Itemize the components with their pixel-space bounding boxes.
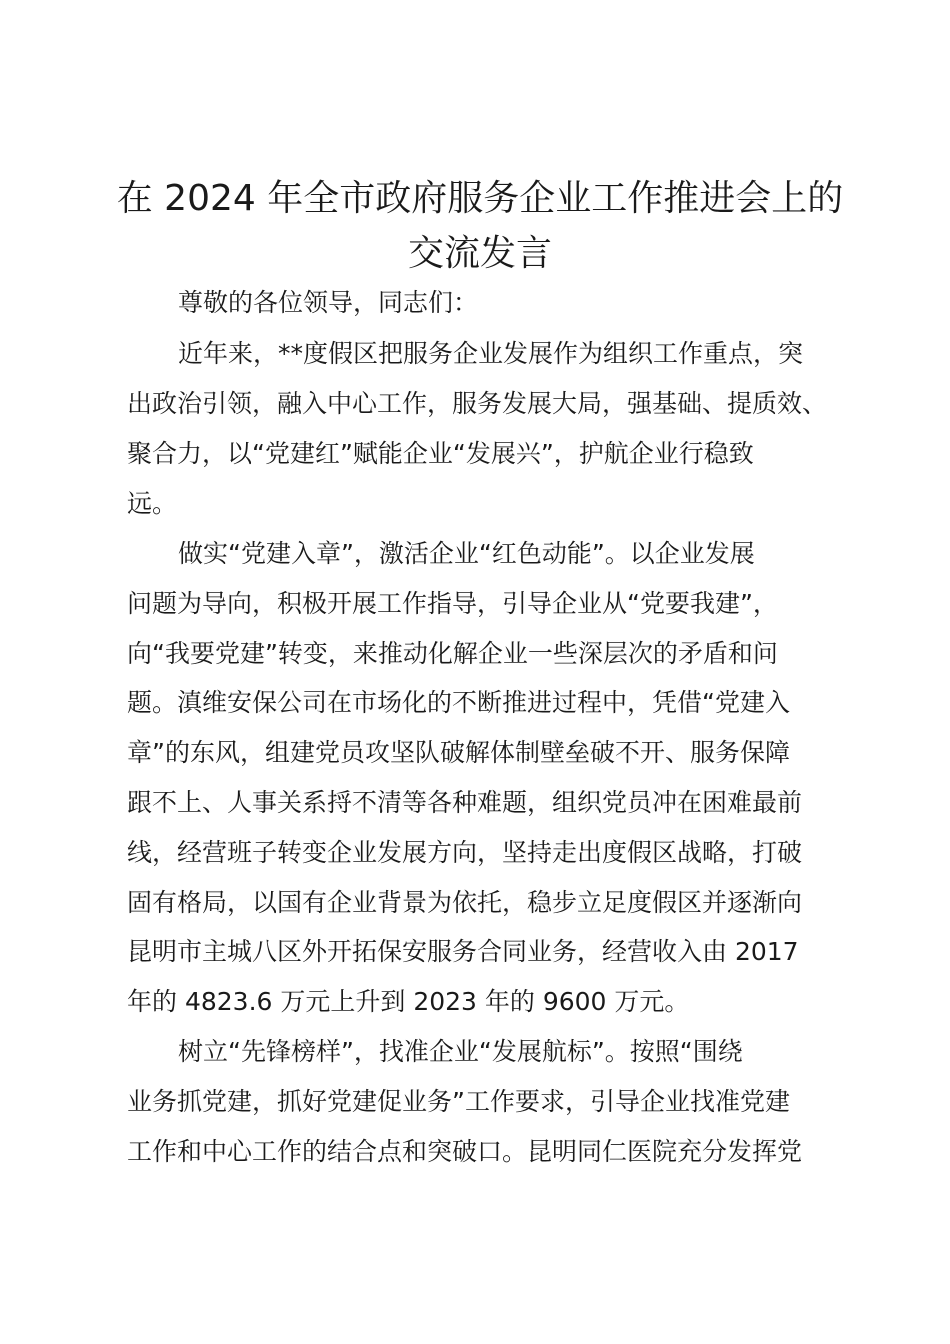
body-line: 年的 4823.6 万元上升到 2023 年的 9600 万元。	[127, 987, 690, 1016]
body-line: 树立“先锋榜样”，找准企业“发展航标”。按照“围绕	[178, 1037, 743, 1066]
body-line: 远。	[127, 489, 178, 518]
document-title-line-2: 交流发言	[407, 233, 552, 274]
body-line: 线，经营班子转变企业发展方向，坚持走出度假区战略，打破	[127, 838, 803, 867]
body-line: 跟不上、人事关系捋不清等各种难题，组织党员冲在困难最前	[127, 788, 803, 817]
body-line: 聚合力，以“党建红”赋能企业“发展兴”，护航企业行稳致	[127, 439, 754, 468]
body-line: 昆明市主城八区外开拓保安服务合同业务，经营收入由 2017	[127, 937, 799, 966]
body-line: 业务抓党建，抓好党建促业务”工作要求，引导企业找准党建	[127, 1087, 790, 1116]
document-title-line-1: 在 2024 年全市政府服务企业工作推进会上的	[116, 178, 844, 219]
body-line: 出政治引领，融入中心工作，服务发展大局，强基础、提质效、	[127, 389, 828, 418]
body-line: 章”的东风，组建党员攻坚队破解体制壁垒破不开、服务保障	[127, 738, 790, 767]
body-line: 工作和中心工作的结合点和突破口。昆明同仁医院充分发挥党	[127, 1137, 803, 1166]
body-line: 向“我要党建”转变，来推动化解企业一些深层次的矛盾和问	[127, 639, 778, 668]
body-line: 固有格局，以国有企业背景为依托，稳步立足度假区并逐渐向	[127, 888, 803, 917]
body-line: 题。滇维安保公司在市场化的不断推进过程中，凭借“党建入	[127, 688, 790, 717]
body-line: 近年来，**度假区把服务企业发展作为组织工作重点，突	[178, 339, 804, 368]
body-line: 问题为导向，积极开展工作指导，引导企业从“党要我建”，	[127, 589, 778, 618]
salutation: 尊敬的各位领导，同志们：	[178, 288, 479, 317]
body-line: 做实“党建入章”，激活企业“红色动能”。以企业发展	[178, 539, 755, 568]
